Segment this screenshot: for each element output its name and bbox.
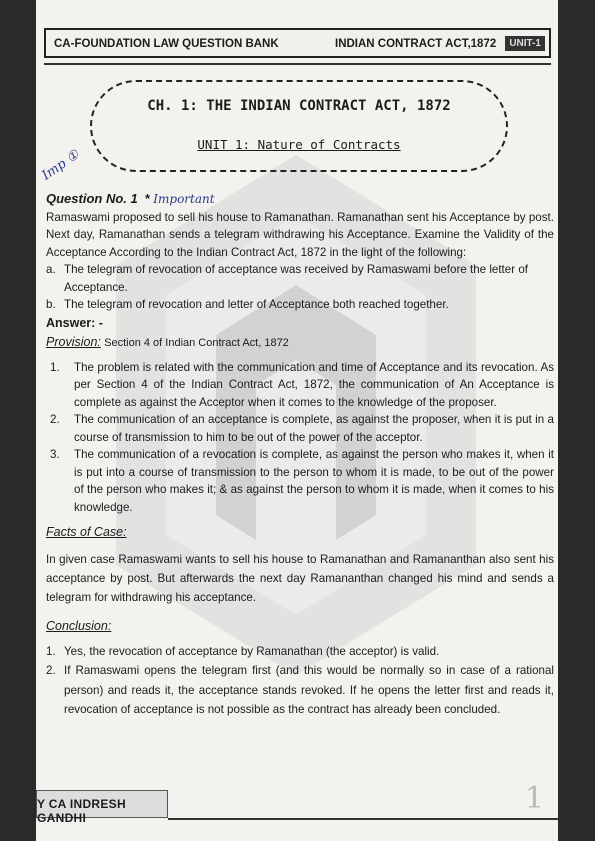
list-item: 2. The communication of an acceptance is complete, as against the proposer, when it is put in a course of transmission to him to be out of the power of the acceptor. bbox=[50, 413, 554, 444]
chapter-title-box bbox=[90, 80, 508, 172]
question-heading: Question No. 1 bbox=[46, 191, 138, 206]
facts-text: In given case Ramaswami wants to sell his house to Ramanathan and Ramananthan also sent his acceptance by post. But afterwards the next day Ramananthan changed his mind and sends a telegram for withdrawing his acceptance. bbox=[46, 552, 554, 604]
page-number: 1 bbox=[524, 781, 544, 816]
chapter-title: CH. 1: THE INDIAN CONTRACT ACT, 1872 bbox=[147, 98, 451, 114]
list-item: 1. Yes, the revocation of acceptance by Ramanathan (the acceptor) is valid. bbox=[46, 644, 440, 658]
conclusion-points bbox=[46, 642, 554, 720]
footer-author-box bbox=[36, 790, 168, 825]
provision-points bbox=[46, 359, 554, 517]
header-chapter-title: INDIAN CONTRACT ACT,1872 bbox=[335, 38, 497, 50]
provision-row bbox=[46, 334, 554, 353]
star-mark: * bbox=[144, 191, 151, 206]
question-part: b. The telegram of revocation and letter of Acceptance both reached together. bbox=[46, 298, 449, 311]
question-text: Ramaswami proposed to sell his house to Ramanathan. Ramanathan sent his Acceptance by post. Next day, Ramanathan sends a telegram withdrawing his Acceptance. Examine the Validity of the Acceptance According to the Indian Contract Act, 1872 in the light of the following: bbox=[46, 210, 554, 259]
footer-author: Y CA INDRESH GANDHI bbox=[37, 797, 126, 825]
header-bar bbox=[44, 28, 551, 58]
provision-text: Section 4 of Indian Contract Act, 1872 bbox=[104, 337, 289, 349]
main-content bbox=[46, 190, 554, 720]
facts-heading: Facts of Case: bbox=[46, 525, 127, 539]
conclusion-heading: Conclusion: bbox=[46, 619, 112, 634]
header-book-title: CA-FOUNDATION LAW QUESTION BANK bbox=[54, 38, 279, 50]
handwritten-margin-note: Imp ① bbox=[39, 147, 83, 184]
unit-title: UNIT 1: Nature of Contracts bbox=[197, 137, 401, 152]
question-heading-row bbox=[46, 190, 554, 209]
handwritten-important-note: Important bbox=[153, 192, 215, 206]
header-unit-tag: UNIT-1 bbox=[505, 36, 545, 51]
header-divider bbox=[44, 63, 551, 65]
document-page bbox=[36, 0, 558, 841]
list-item: 2. If Ramaswami opens the telegram first (and this would be normally so in case of a rational person) and reads it, the acceptance stands revoked. If he opens the letter first and reads it, revocation of acceptance is not possible as the contract has already been concluded. bbox=[46, 664, 554, 717]
footer-divider bbox=[168, 818, 558, 820]
question-parts bbox=[46, 261, 554, 314]
question-part: a. The telegram of revocation of acceptance was received by Ramaswami before the letter of Acceptance. bbox=[46, 263, 528, 294]
list-item: 3. The communication of a revocation is complete, as against the person who makes it, when it is put into a course of transmission to the person to whom it is made, to be out of the power of the person who makes it; & as against the person to whom it is made, when it comes to his knowledge. bbox=[50, 448, 554, 514]
answer-label: Answer: - bbox=[46, 315, 103, 330]
list-item: 1. The problem is related with the communication and time of Acceptance and its revocation. As per Section 4 of the Indian Contract Act, 1872, the communication of An Acceptance is complete as against the Acceptor when it comes to the knowledge of the proposer. bbox=[50, 360, 554, 409]
provision-label: Provision: bbox=[46, 335, 101, 349]
